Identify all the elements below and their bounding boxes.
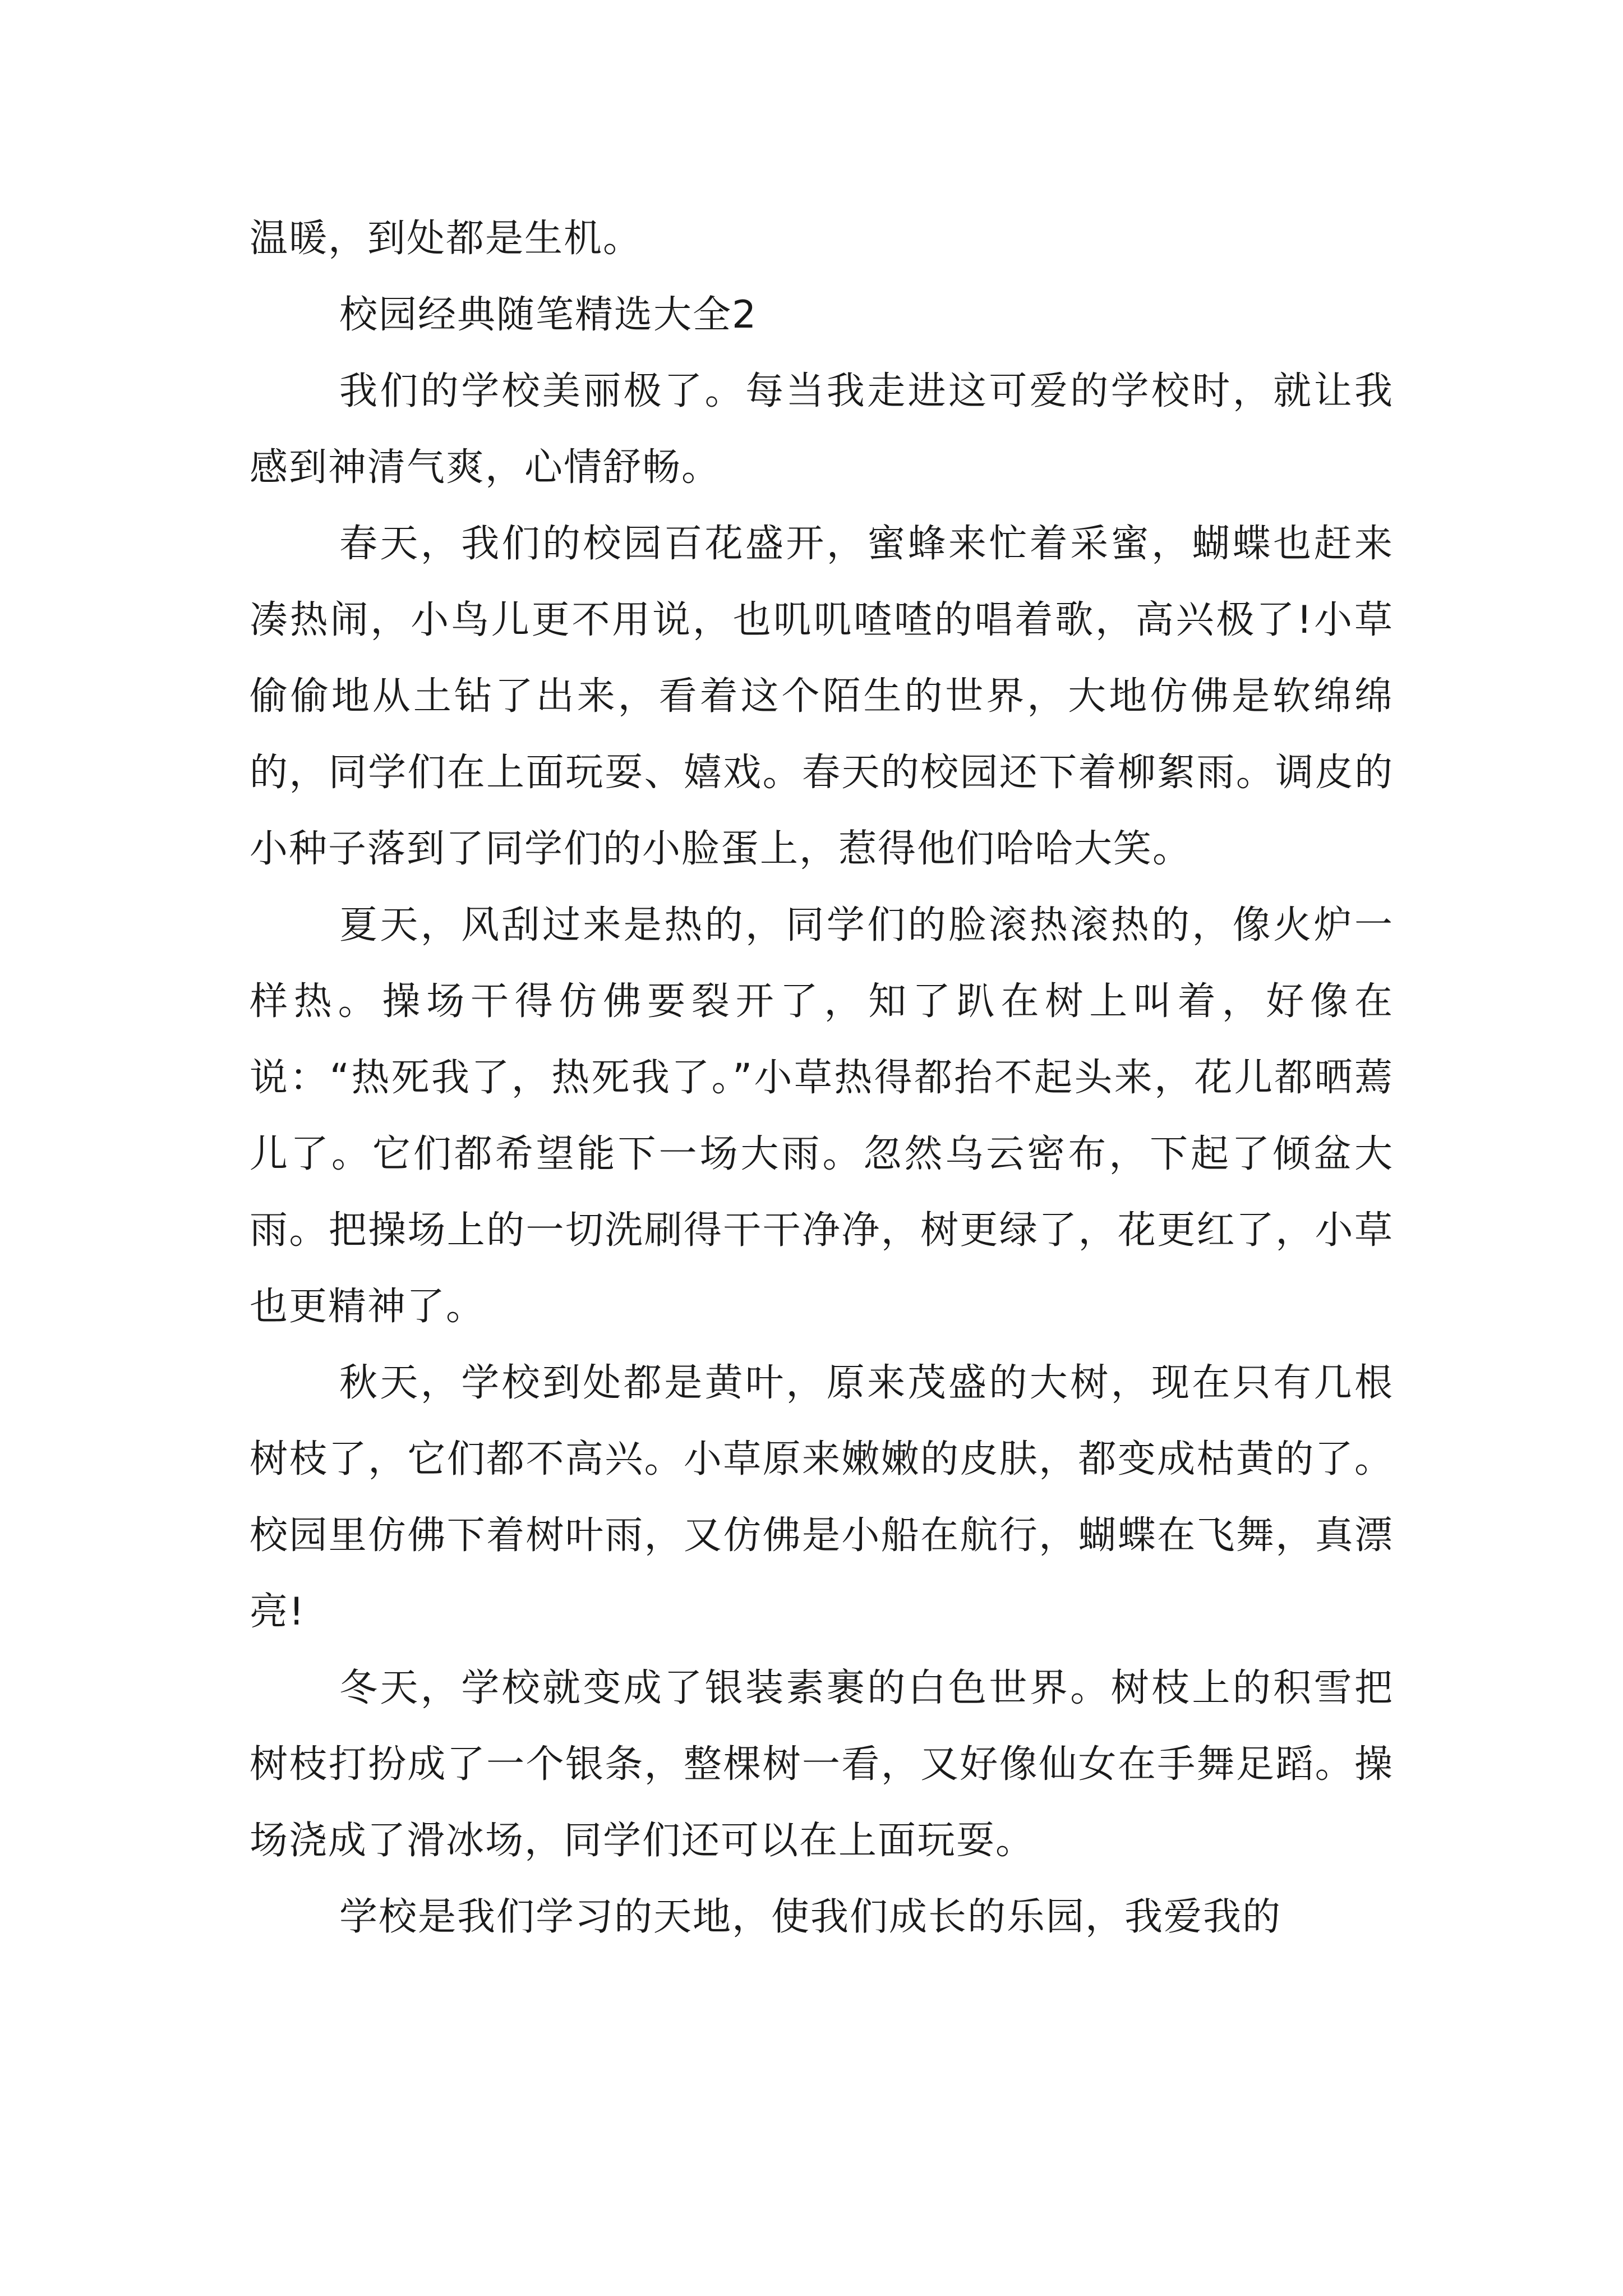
paragraph-spring: 春天，我们的校园百花盛开，蜜蜂来忙着采蜜，蝴蝶也赶来凑热闹，小鸟儿更不用说，也叽叽喳喳的唱着歌，高兴极了!小草偷偷地从土钻了出来，看着这个陌生的世界，大地仿佛是软绵绵的，同学们在上面玩耍、嬉戏。春天的校园还下着柳絮雨。调皮的小种子落到了同学们的小脸蛋上，惹得他们哈哈大笑。	[250, 522, 1394, 871]
paragraph-autumn: 秋天，学校到处都是黄叶，原来茂盛的大树，现在只有几根树枝了，它们都不高兴。小草原来嫩嫩的皮肤，都变成枯黄的了。校园里仿佛下着树叶雨，又仿佛是小船在航行，蝴蝶在飞舞，真漂亮!	[250, 1361, 1394, 1634]
paragraph-continuation: 温暖，到处都是生机。	[250, 217, 643, 261]
paragraph-intro: 我们的学校美丽极了。每当我走进这可爱的学校时，就让我感到神清气爽，心情舒畅。	[250, 369, 1394, 490]
section-heading: 校园经典随笔精选大全2	[339, 293, 758, 337]
paragraph-winter: 冬天，学校就变成了银装素裹的白色世界。树枝上的积雪把树枝打扮成了一个银条，整棵树一看，又好像仙女在手舞足蹈。操场浇成了滑冰场，同学们还可以在上面玩耍。	[250, 1666, 1394, 1863]
paragraph-summer: 夏天，风刮过来是热的，同学们的脸滚热滚热的，像火炉一样热。操场干得仿佛要裂开了，知了趴在树上叫着，好像在说：“热死我了，热死我了。”小草热得都抬不起头来，花儿都晒蔫儿了。它们都希望能下一场大雨。忽然乌云密布，下起了倾盆大雨。把操场上的一切洗刷得干干净净，树更绿了，花更红了，小草也更精神了。	[250, 903, 1394, 1329]
paragraph-closing: 学校是我们学习的天地，使我们成长的乐园，我爱我的	[339, 1895, 1282, 1939]
document-body	[250, 201, 1394, 1955]
